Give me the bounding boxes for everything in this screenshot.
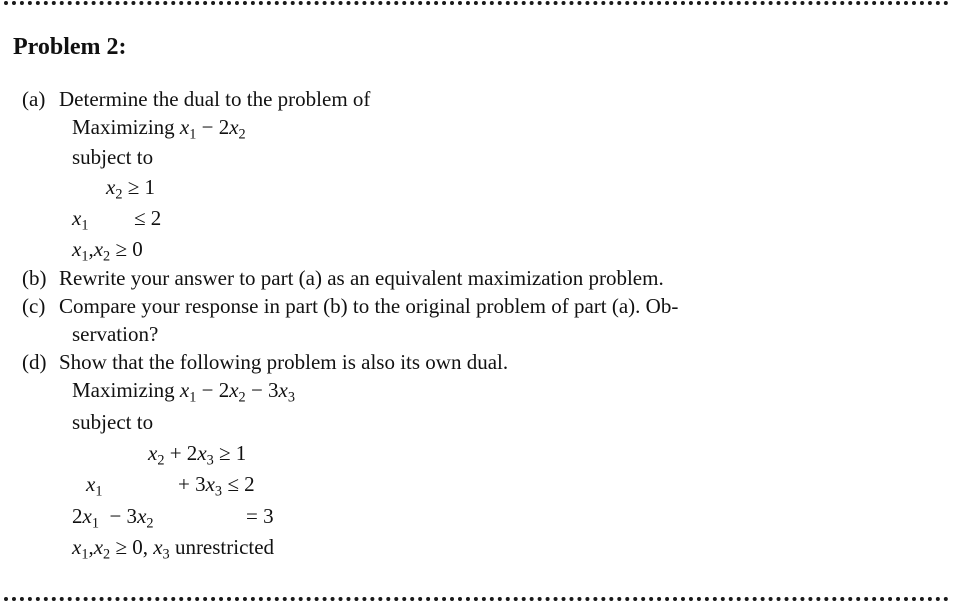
part-d-subject-to: subject to: [72, 410, 154, 434]
part-a-constraint-1-rhs: ≥ 1: [127, 175, 155, 199]
part-d-constraint-2-rhs: ≤ 2: [227, 472, 255, 496]
problem-title: Problem 2:: [13, 34, 127, 60]
part-d-objective: Maximizing $x_1 - 2x_2 - 3x_3$: [72, 378, 295, 406]
part-d-constraint-2-lhs: $x_1$: [86, 472, 103, 500]
part-d-constraint-3-lhs: $2x_1 - 3x_2$: [72, 504, 154, 532]
part-d-unrestricted: unrestricted: [174, 535, 275, 559]
part-d-variable-conditions: $x_1,x_2 \ge 0$, $x_3$ unrestricted: [72, 535, 275, 563]
part-d-constraint-2: + $3x_3 \le 2$: [178, 472, 255, 500]
part-d-constraint-1: $x_2 + 2x_3 \ge 1$: [148, 441, 247, 469]
part-a-text: Determine the dual to the problem of: [59, 87, 371, 111]
part-c-text-line2: servation?: [72, 322, 159, 346]
part-c-label: (c): [22, 294, 46, 318]
part-a-label: (a): [22, 87, 46, 111]
part-d-constraint-1-rhs: ≥ 1: [219, 441, 247, 465]
part-a-subject-to: subject to: [72, 145, 154, 169]
part-a-objective-word: Maximizing: [72, 115, 175, 139]
part-d-label: (d): [22, 350, 47, 374]
part-d-objective-word: Maximizing: [72, 378, 175, 402]
part-c-text-line1: Compare your response in part (b) to the original problem of part (a). Ob-: [59, 294, 679, 318]
bottom-dotted-divider: [4, 597, 949, 601]
top-dotted-divider: [4, 1, 949, 5]
part-a-constraint-2-rhs: ≤ 2: [134, 206, 162, 230]
part-d-nonneg-tail: ≥ 0,: [115, 535, 148, 559]
part-a-constraint-1: $x_2 \ge 1$: [106, 175, 155, 203]
part-d-text: Show that the following problem is also its own dual.: [59, 350, 509, 374]
part-a-nonneg-rhs: ≥ 0: [115, 237, 143, 261]
part-a-constraint-2-lhs: $x_1$: [72, 206, 89, 234]
part-a-objective: Maximizing $x_1 - 2x_2$: [72, 115, 246, 143]
part-d-constraint-3-rhs: = 3: [246, 504, 274, 528]
part-b-text: Rewrite your answer to part (a) as an equivalent maximization problem.: [59, 266, 664, 290]
part-b-label: (b): [22, 266, 47, 290]
part-a-nonnegativity: $x_1,x_2 \ge 0$: [72, 237, 143, 265]
